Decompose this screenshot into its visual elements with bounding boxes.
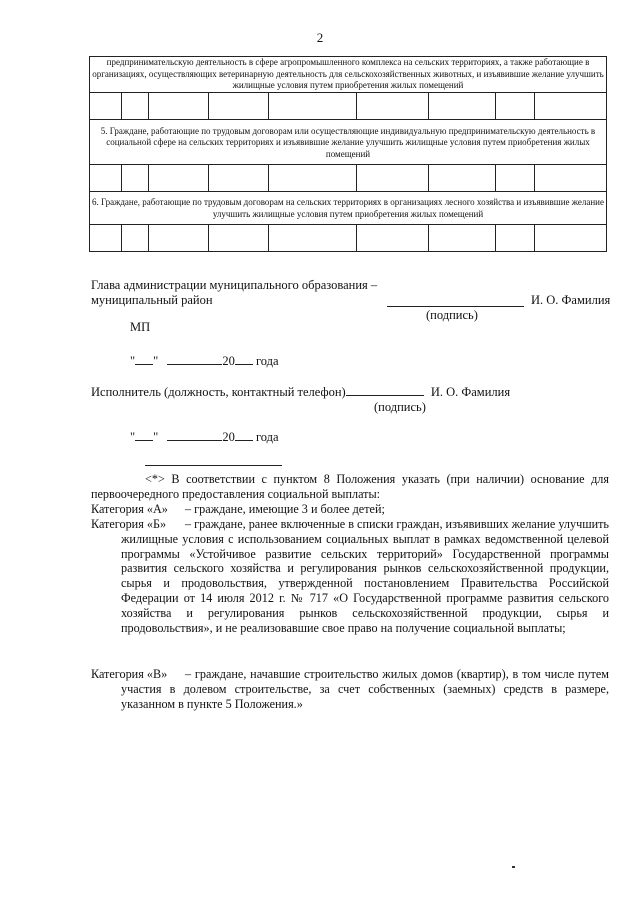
category-a xyxy=(91,502,609,518)
category-b xyxy=(91,517,609,667)
section-6-heading: 6. Граждане, работающие по трудовым договорам на сельских территориях в организациях лесного хозяйства и изъявившие желание улучшить жилищные условия путем приобретения жилых помещений xyxy=(90,192,607,225)
page-number: 2 xyxy=(316,30,324,45)
head-name: И. О. Фамилия xyxy=(531,293,611,307)
section-5-heading: 5. Граждане, работающие по трудовым договорам или осуществляющие индивидуальную предпринимательскую деятельность в социальной сфере на сельских территориях и изъявившие желание улучшить жилищные условия путем приобретения жилых помещений xyxy=(90,119,607,165)
category-c-label: Категория «В» xyxy=(91,667,168,681)
category-b-label: Категория «Б» xyxy=(91,517,167,531)
category-table xyxy=(89,56,607,252)
date-line-1: " " 20 года xyxy=(130,354,279,368)
head-signature-caption: (подпись) xyxy=(426,308,478,322)
executor-signature-caption: (подпись) xyxy=(374,400,426,414)
category-b-text: – граждане, ранее включенные в списки граждан, изъявивших желание улучшить жилищные условия с использованием социальных выплат в рамках ведомственной целевой программы «Устойчивое развитие сельских территорий» Государственной программы развития сельского хозяйства и регулирования рынков сельскохозяйственной продукции, сырья и продовольствия, утвержденной постановлением Правительства Российской Федерации от 14 июля 2012 г. № 717 «О Государственной программе развития сельского хозяйства и регулирования рынков сельскохозяйственной продукции, сырья и продовольствия», и не реализовавшие свое право на получение социальной выплаты; xyxy=(121,517,609,635)
section-4-heading: предпринимательскую деятельность в сфере агропромышленного комплекса на сельских территориях, а также работающие в организациях, осуществляющих ветеринарную деятельность для сельскохозяйственных животных, и изъявившие желание улучшить жилищные условия путем приобретения жилых помещений xyxy=(90,57,607,93)
head-signature-line xyxy=(387,306,524,307)
head-title-line2: муниципальный район xyxy=(91,293,213,307)
category-c xyxy=(91,667,609,715)
table-row xyxy=(90,225,607,252)
date-line-2: " " 20 года xyxy=(130,430,279,444)
category-c-text: – граждане, начавшие строительство жилых домов (квартир), в том числе путем участия в долевом строительстве, за счет собственных (заемных) средств в размере, указанном в пункте 5 Положения.» xyxy=(121,667,609,711)
category-a-text: – граждане, имеющие 3 и более детей; xyxy=(185,502,385,516)
footnote-separator xyxy=(145,465,282,466)
executor-line: Исполнитель (должность, контактный телефон) И. О. Фамилия xyxy=(91,385,511,399)
executor-name: И. О. Фамилия xyxy=(430,385,511,399)
scan-speck xyxy=(512,866,515,868)
table-row xyxy=(90,92,607,119)
head-title-line1: Глава администрации муниципального образования – xyxy=(91,278,378,292)
stamp-mark: МП xyxy=(130,320,151,334)
table-row xyxy=(90,165,607,192)
footnote-intro: <*> В соответствии с пунктом 8 Положения указать (при наличии) основание для первоочередного предоставления социальной выплаты: xyxy=(91,472,609,501)
category-a-label: Категория «А» xyxy=(91,502,168,516)
